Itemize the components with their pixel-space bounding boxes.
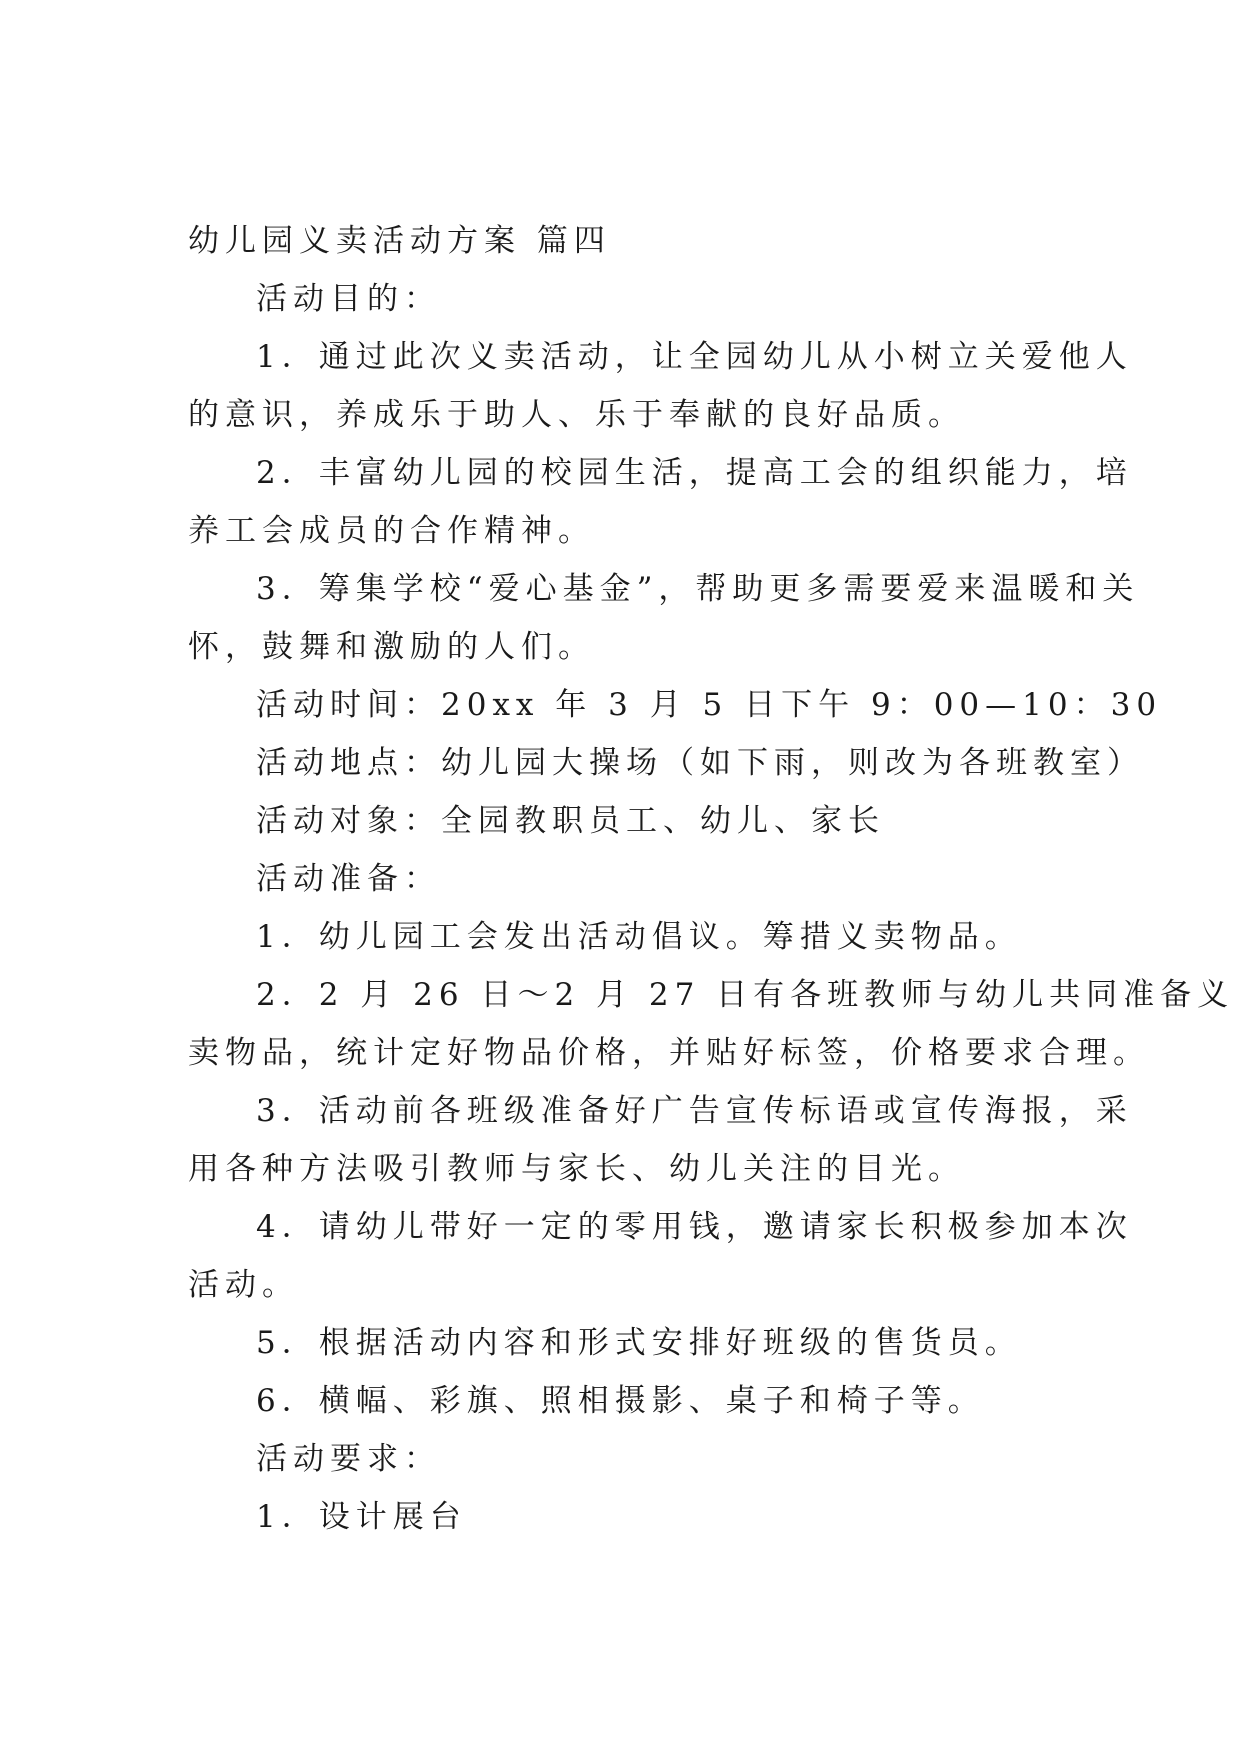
activity-audience-line: 活动对象：全园教职员工、幼儿、家长 — [256, 803, 885, 839]
paragraph-line: 4．请幼儿带好一定的零用钱，邀请家长积极参加本次 — [256, 1209, 1133, 1245]
paragraph-line: 3．活动前各班级准备好广告宣传标语或宣传海报，采 — [256, 1093, 1133, 1129]
document-title: 幼儿园义卖活动方案 篇四 — [188, 223, 611, 259]
paragraph-line: 2．丰富幼儿园的校园生活，提高工会的组织能力，培 — [256, 455, 1133, 491]
paragraph-line: 5．根据活动内容和形式安排好班级的售货员。 — [256, 1325, 1022, 1361]
paragraph-line: 活动。 — [188, 1267, 299, 1303]
paragraph-line: 1．通过此次义卖活动，让全园幼儿从小树立关爱他人 — [256, 339, 1133, 375]
paragraph-line: 1．设计展台 — [256, 1499, 467, 1535]
paragraph-line: 用各种方法吸引教师与家长、幼儿关注的目光。 — [188, 1151, 965, 1187]
paragraph-line: 3．筹集学校“爱心基金”，帮助更多需要爱来温暖和关 — [256, 571, 1140, 607]
paragraph-line: 2．2 月 26 日～2 月 27 日有各班教师与幼儿共同准备义 — [256, 977, 1235, 1013]
activity-time-line: 活动时间：20xx 年 3 月 5 日下午 9：00—10：30 — [256, 687, 1163, 723]
paragraph-line: 1．幼儿园工会发出活动倡议。筹措义卖物品。 — [256, 919, 1022, 955]
paragraph-line: 卖物品，统计定好物品价格，并贴好标签，价格要求合理。 — [188, 1035, 1150, 1071]
section-heading-requirements: 活动要求： — [256, 1441, 441, 1477]
activity-location-line: 活动地点：幼儿园大操场（如下雨，则改为各班教室） — [256, 745, 1144, 781]
paragraph-line: 怀，鼓舞和激励的人们。 — [188, 629, 595, 665]
paragraph-line: 6．横幅、彩旗、照相摄影、桌子和椅子等。 — [256, 1383, 985, 1419]
paragraph-line: 的意识，养成乐于助人、乐于奉献的良好品质。 — [188, 397, 965, 433]
section-heading-purpose: 活动目的： — [256, 281, 441, 317]
section-heading-preparation: 活动准备： — [256, 861, 441, 897]
paragraph-line: 养工会成员的合作精神。 — [188, 513, 595, 549]
